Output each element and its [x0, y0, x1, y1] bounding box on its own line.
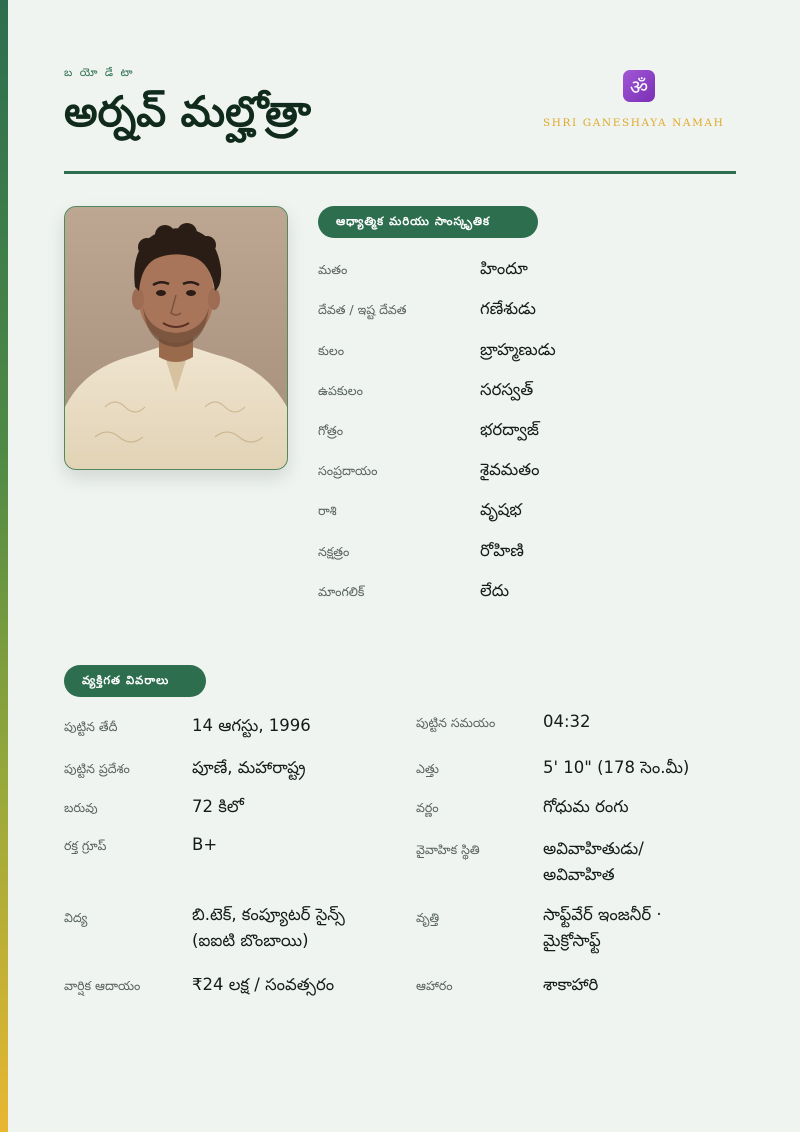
weight-label: బరువు	[64, 800, 98, 815]
subcaste-label: ఉపకులం	[318, 383, 363, 398]
profile-photo	[64, 206, 288, 470]
religion-label: మతం	[318, 262, 348, 277]
education-value: బి.టెక్, కంప్యూటర్ సైన్స్ (ఐఐటి బొంబాయి)	[192, 905, 345, 951]
height-label: ఎత్తు	[416, 761, 439, 776]
blood-group-value: B+	[192, 835, 218, 854]
spiritual-section-heading: ఆధ్యాత్మిక మరియు సాంస్కృతిక	[318, 206, 538, 238]
caste-label: కులం	[318, 343, 345, 358]
income-value: ₹24 లక్ష / సంవత్సరం	[192, 975, 335, 994]
portrait-illustration	[65, 207, 287, 469]
weight-value: 72 కిలో	[192, 797, 244, 816]
nakshatra-value: రోహిణి	[480, 541, 524, 560]
deity-value: గణేశుడు	[480, 299, 536, 318]
occupation-label: వృత్తి	[416, 910, 440, 925]
birth-time-value: 04:32	[543, 712, 591, 731]
complexion-value: గోధుమ రంగు	[543, 797, 629, 816]
dob-label: పుట్టిన తేదీ	[64, 719, 118, 734]
height-value: 5' 10" (178 సెం.మీ)	[543, 758, 690, 777]
dob-value: 14 ఆగస్టు, 1996	[192, 716, 311, 735]
rashi-label: రాశి	[318, 503, 337, 518]
complexion-label: వర్ణం	[416, 800, 439, 815]
manglik-label: మాంగలిక్	[318, 584, 365, 599]
deity-label: దేవత / ఇష్ట దేవత	[318, 302, 407, 317]
om-icon: ॐ	[623, 70, 655, 102]
diet-label: ఆహారం	[416, 978, 453, 993]
education-label: విద్య	[64, 910, 88, 925]
diet-value: శాకాహారి	[543, 975, 599, 994]
blood-group-label: రక్త గ్రూప్	[64, 838, 107, 853]
religion-value: హిందూ	[480, 259, 528, 278]
candidate-name: అర్నవ్ మల్హోత్రా	[64, 87, 312, 136]
tradition-value: శైవమతం	[480, 460, 540, 479]
marital-status-label: వైవాహిక స్థితి	[416, 842, 480, 857]
rashi-value: వృషభ	[480, 500, 522, 519]
biodata-kicker: బ యో డే టా	[64, 66, 135, 79]
side-accent-strip	[0, 0, 8, 1132]
nakshatra-label: నక్షత్రం	[318, 544, 350, 559]
gotra-label: గోత్రం	[318, 423, 344, 438]
income-label: వార్షిక ఆదాయం	[64, 978, 141, 993]
personal-section-heading: వ్యక్తిగత వివరాలు	[64, 665, 206, 697]
occupation-value: సాఫ్ట్‌వేర్ ఇంజనీర్ · మైక్రోసాఫ్ట్	[543, 905, 662, 951]
birthplace-label: పుట్టిన ప్రదేశం	[64, 761, 130, 776]
caste-value: బ్రాహ్మణుడు	[480, 340, 556, 359]
tradition-label: సంప్రదాయం	[318, 463, 378, 478]
marital-status-value: అవివాహితుడు/ అవివాహిత	[543, 839, 644, 885]
header-divider	[64, 171, 736, 174]
manglik-value: లేదు	[480, 581, 510, 600]
gotra-value: భరద్వాజ్	[480, 420, 539, 439]
blessing-text: SHRI GANESHAYA NAMAH	[543, 117, 725, 129]
birthplace-value: పూణే, మహారాష్ట్ర	[192, 758, 306, 777]
birth-time-label: పుట్టిన సమయం	[416, 715, 496, 730]
subcaste-value: సరస్వత్	[480, 380, 534, 399]
